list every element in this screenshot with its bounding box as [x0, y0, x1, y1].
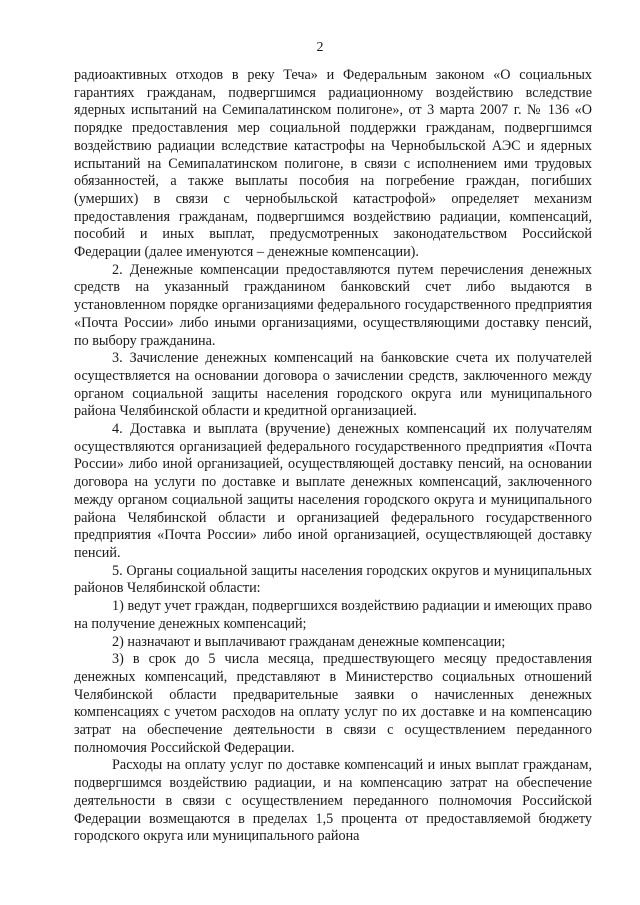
document-body [74, 67, 592, 846]
paragraph-continuation: радиоактивных отходов в реку Теча» и Федеральным законом «О социальных гарантиях гражданам, подвергшимся радиационному воздействию вследствие ядерных испытаний на Семипалатинском полигоне», от 3 марта 2007 г. № 136 «О порядке предоставления мер социальной поддержки гражданам, подвергшимся воздействию радиации вследствие катастрофы на Чернобыльской АЭС и ядерных испытаний на Семипалатинском полигоне, в связи с исполнением ими трудовых обязанностей, а также выплаты пособия на погребение граждан, погибших (умерших) в связи с чернобыльской катастрофой» определяет механизм предоставления гражданам, подвергшимся воздействию радиации, компенсаций, пособий и иных выплат, предусмотренных законодательством Российской Федерации (далее именуются – денежные компенсации). [74, 67, 592, 261]
paragraph-expenses: Расходы на оплату услуг по доставке компенсаций и иных выплат гражданам, подвергшимся воздействию радиации, и на компенсацию затрат на обеспечение деятельности в связи с осуществлением переданного полномочия Российской Федерации возмещаются в пределах 1,5 процента от предоставляемой бюджету городского округа или муниципального района [74, 757, 592, 845]
paragraph-item-3: 3. Зачисление денежных компенсаций на банковские счета их получателей осуществляется на основании договора о зачислении средств, заключенного между органом социальной защиты населения городского округа или муниципального района Челябинской области и кредитной организацией. [74, 350, 592, 420]
page-number: 2 [316, 40, 324, 55]
paragraph-item-5: 5. Органы социальной защиты населения городских округов и муниципальных районов Челябинской области: [74, 562, 592, 597]
subitem-1: 1) ведут учет граждан, подвергшихся воздействию радиации и имеющих право на получение денежных компенсаций; [74, 598, 592, 632]
subitem-2: 2) назначают и выплачивают гражданам денежные компенсации; [112, 633, 506, 650]
paragraph-item-4: 4. Доставка и выплата (вручение) денежных компенсаций их получателям осуществляются организацией федерального государственного предприятия «Почта России» либо иной организацией, осуществляющей доставку пенсий, на основании договора на услуги по доставке и выплате денежных компенсаций, заключенного между органом социальной защиты населения городского округа и муниципального района Челябинской области и организацией федерального государственного предприятия «Почта России» либо иной организацией, осуществляющей доставку пенсий. [74, 421, 592, 561]
paragraph-item-2: 2. Денежные компенсации предоставляются путем перечисления денежных средств на указанный гражданином банковский счет либо выдаются в установленном порядке организациями федерального государственного предприятия «Почта России» либо иными организациями, осуществляющими доставку пенсий, по выбору гражданина. [74, 261, 592, 349]
subitem-3: 3) в срок до 5 числа месяца, предшествующего месяцу предоставления денежных компенсаций, представляют в Министерство социальных отношений Челябинской области предварительные заявки о начисленных денежных компенсациях с учетом расходов на оплату услуг по их доставке и на компенсацию затрат на обеспечение деятельности в связи с осуществлением переданного полномочия Российской Федерации. [74, 651, 592, 756]
